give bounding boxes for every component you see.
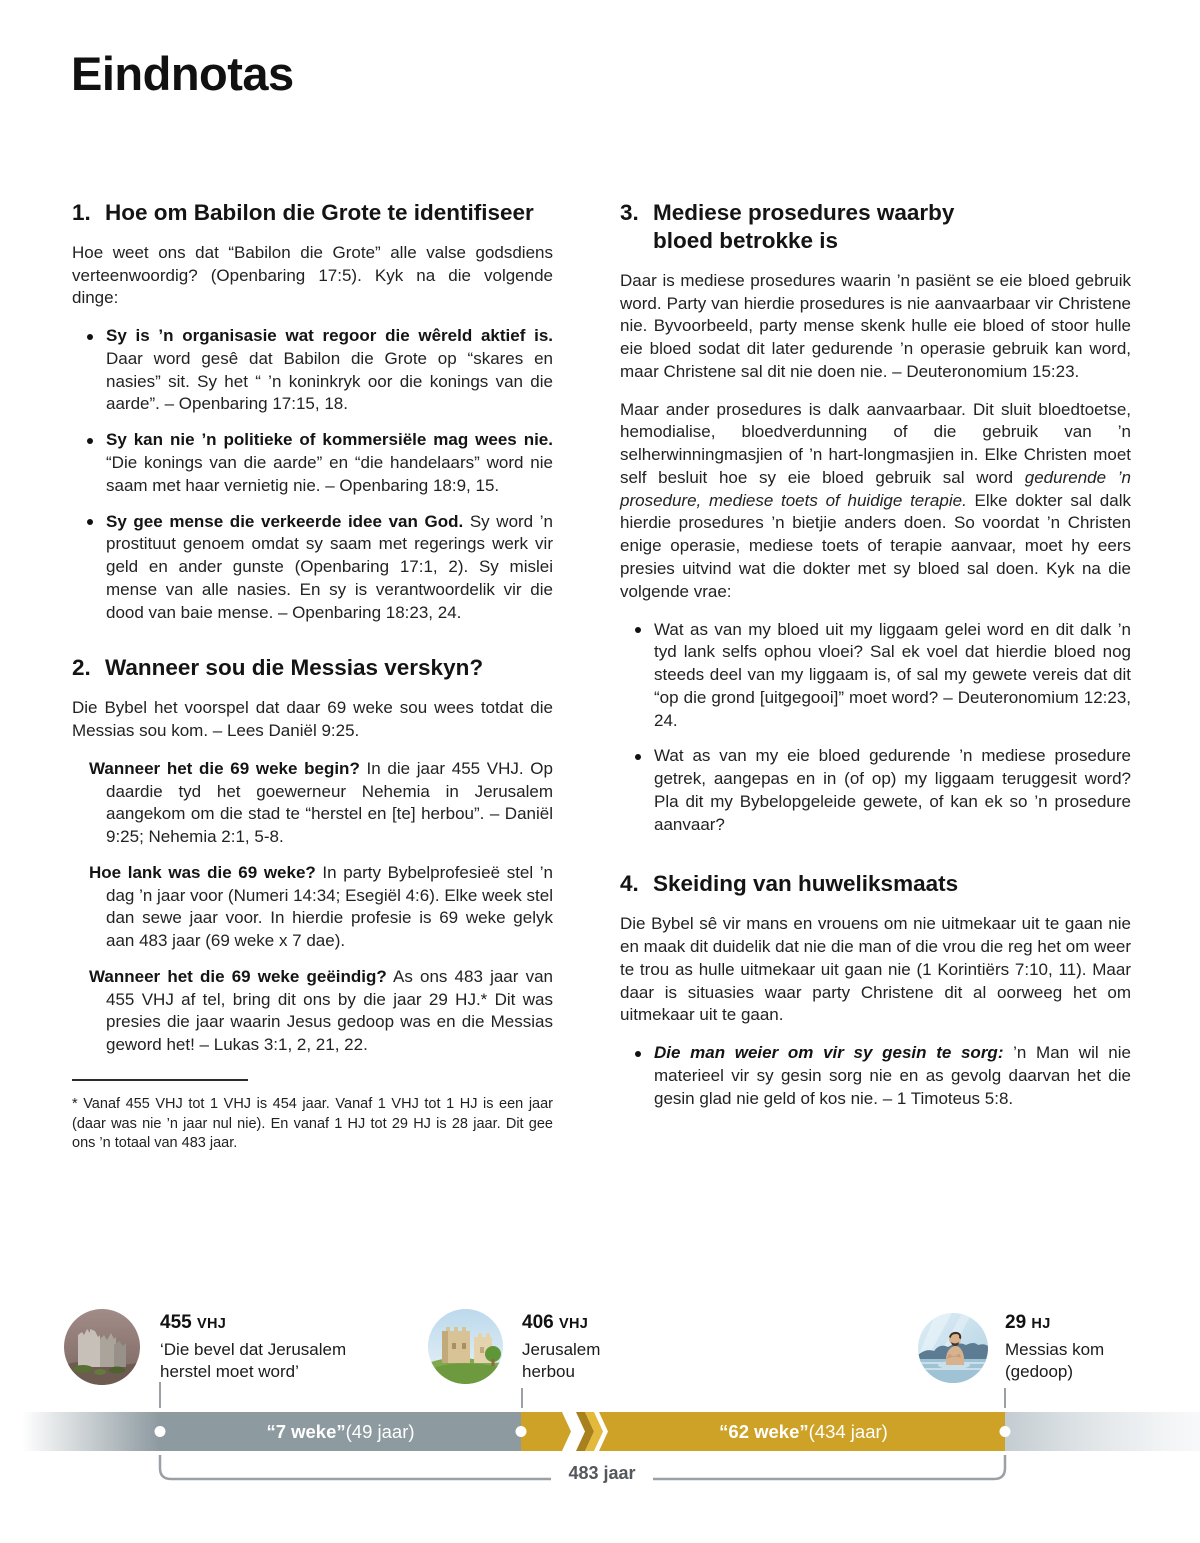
bullet-text: Sy word ’n prostituut genoem omdat sy saam met regerings werk vir geld en ander gunste (Openbaring 17:1, 2). Sy mislei mense van alle nasies. En sy is verantwoordelik vir die dood van baie mense. – Openbaring 18:23, 24. [106, 511, 553, 622]
question-paragraph [72, 758, 553, 849]
bullet-icon [635, 627, 641, 633]
bar-label-7-weeks: “7 weke” (49 jaar) [266, 1420, 415, 1442]
answer-text: As ons 483 jaar van 455 VHJ af tel, bring dit ons by die jaar 29 HJ.* Dit was presies die jaar waarin Jesus gedoop was en die Messias geword het! – Lukas 3:1, 2, 21, 22. [106, 966, 553, 1055]
question-lead: Wanneer het die 69 weke begin? [89, 758, 360, 778]
section-heading-text [653, 199, 954, 255]
bullet-text: “Die konings van die aarde” en “die handelaars” word nie saam met haar vernietig nie. – Openbaring 18:9, 15. [106, 453, 553, 495]
bullet-lead: Sy gee mense die verkeerde idee van God. [106, 511, 464, 531]
list-item [72, 429, 553, 497]
paragraph-text: Maar ander prosedures is dalk aanvaarbaar. Dit sluit bloedtoetse, hemodialise, bloedverdunning of die gebruik van ’n selherwinningmasjien of ’n hart-longmasjien in. Elke Christen moet self besluit hoe sy eie bloed gebruik sal word [620, 399, 1131, 487]
event-caption-line: (gedoop) [1005, 1362, 1074, 1382]
bullet-text: Wat as van my eie bloed gedurende ’n mediese prosedure getrek, aangepas en in (of op) my liggaam teruggesit word? Pla dit my Bybelopgeleide gewete, of kan ek so ’n prosedure aanvaar? [654, 746, 1131, 834]
event-year: 29 HJ [1005, 1312, 1051, 1333]
bullet-text: Daar word gesê dat Babilon die Grote op “skares en nasies” sit. Sy het “ ’n koninkryk oor die konings van die aarde”. – Openbaring 17:15, 18. [106, 348, 553, 414]
bullet-lead: Sy is ’n organisasie wat regoor die wêreld aktief is. [106, 326, 553, 346]
bullet-lead: Sy kan nie ’n politieke of kommersiële mag wees nie. [106, 430, 553, 450]
timeline-event-29 [1005, 1311, 1104, 1383]
heading-line: bloed betrokke is [653, 227, 839, 253]
bullet-text: ’n Man wil nie materieel vir sy gesin sorg nie en as gevolg daarvan het die gesin glad nie geld of kos nie. – 1 Timoteus 5:8. [654, 1043, 1131, 1108]
timeline-event-455 [160, 1311, 346, 1383]
question-lead: Wanneer het die 69 weke geëindig? [89, 966, 387, 986]
paragraph: Die Bybel sê vir mans en vrouens om nie uitmekaar uit te gaan nie en maak dit duidelik dat nie die man of die vrou die reg het om weer te trou as hulle uitmekaar uit gaan nie (1 Korintiërs 7:10, 11). Maar daar is situasies waar party Christene dit al oorweeg het om uitmekaar uit te gaan. [620, 914, 1131, 1025]
timeline-tick [521, 1388, 523, 1408]
section-heading-text: Wanneer sou die Messias verskyn? [105, 655, 484, 681]
bullet-icon [635, 1051, 641, 1057]
messiah-baptized-image [918, 1313, 988, 1388]
italic-text: gedurende ’n prosedure, mediese toets of huidige terapie. [620, 467, 1131, 510]
paragraph: Die Bybel het voorspel dat daar 69 weke sou wees totdat die Messias sou kom. – Lees Daniël 9:25. [72, 698, 553, 741]
timeline-tick [159, 1382, 161, 1408]
list-item [620, 745, 1131, 836]
section-heading-text: Hoe om Babilon die Grote te identifiseer [105, 200, 534, 225]
footnote: * Vanaf 455 VHJ tot 1 VHJ is 454 jaar. Vanaf 1 VHJ tot 1 HJ is een jaar (daar was nie ’n jaar nul nie). En vanaf 1 HJ tot 29 HJ is 28 jaar. Dit gee ons ’n totaal van 483 jaar. [72, 1096, 553, 1152]
event-caption-line: ‘Die bevel dat Jerusalem [160, 1340, 347, 1360]
bullet-icon [87, 334, 93, 340]
answer-text: In die jaar 455 VHJ. Op daardie tyd het goewerneur Nehemia in Jerusalem aangekom om die stad te “herstel en [te] herbou”. – Daniël 9:25; Nehemia 2:1, 5-8. [106, 758, 553, 847]
timeline-event-406 [522, 1311, 600, 1383]
event-year: 406 VHJ [522, 1312, 589, 1333]
bullet-list [620, 1042, 1131, 1110]
question-lead: Hoe lank was die 69 weke? [89, 862, 316, 882]
bar-lead-gradient [22, 1412, 160, 1451]
section-2-heading [72, 654, 553, 682]
heading-line: Mediese prosedures waarby [653, 200, 955, 225]
paragraph [620, 399, 1131, 604]
paragraph-text: Elke dokter sal dalk hierdie prosedures ’n bietjie anders doen. So voordat ’n Christen enige operasie, mediese toets of terapie aanvaar, moet hy eers presies uitvind wat die dokter met sy bloed sal doen. Kyk na die volgende vrae: [620, 490, 1131, 601]
list-item [72, 511, 553, 625]
question-paragraph [72, 862, 553, 953]
event-caption-line: herbou [522, 1362, 575, 1382]
section-number: 4. [620, 871, 639, 897]
jerusalem-ruins-image [64, 1309, 140, 1390]
right-column [620, 199, 1131, 1125]
timeline-tick [1004, 1388, 1006, 1408]
question-paragraph [72, 966, 553, 1057]
section-number: 1. [72, 200, 91, 225]
paragraph: Hoe weet ons dat “Babilon die Grote” alle valse godsdiens verteenwoordig? (Openbaring 17:5). Kyk na die volgende dinge: [72, 242, 553, 308]
event-caption-line: Jerusalem [522, 1340, 601, 1360]
event-caption-line: herstel moet word’ [160, 1362, 299, 1382]
bar-segment-gold-start [521, 1412, 571, 1451]
list-item [72, 325, 553, 416]
bullet-text: Wat as van my bloed uit my liggaam gelei word en dit dalk ’n tyd lank selfs ophou vloei? Sal ek voel dat hierdie bloed nog steeds deel van my liggaam is, of sal my gewete vereis dat dit “op die grond [uitgegooi]” moet word? – Deuteronomium 12:23, 24. [654, 619, 1131, 730]
page-title: Eindnotas [71, 47, 294, 100]
list-item [620, 619, 1131, 733]
bullet-icon [635, 754, 641, 760]
bar-tail-gradient [1005, 1412, 1200, 1451]
section-heading-text: Skeiding van huweliksmaats [653, 871, 959, 897]
bar-label-62-weeks: “62 weke” (434 jaar) [719, 1420, 888, 1442]
total-years-label: 483 jaar [568, 1463, 636, 1483]
footnote-divider [72, 1079, 248, 1081]
section-3-heading [620, 199, 1131, 255]
event-year: 455 VHJ [160, 1312, 227, 1333]
left-column [72, 199, 553, 1168]
section-number: 3. [620, 200, 639, 225]
list-item [620, 1042, 1131, 1110]
bullet-list [72, 325, 553, 624]
section-4-heading [620, 870, 1131, 898]
answer-text: In party Bybelprofesieë stel ’n dag ’n jaar voor (Numeri 14:34; Esegiël 4:6). Elke week stel dan sewe jaar voor. In hierdie profesie is 69 weke gelyk aan 483 jaar (69 weke x 7 dae). [106, 862, 553, 951]
bullet-icon [87, 438, 93, 444]
jerusalem-rebuilt-image [428, 1309, 503, 1389]
section-number: 2. [72, 655, 91, 681]
bullet-list [620, 619, 1131, 837]
event-caption-line: Messias kom [1005, 1340, 1105, 1360]
bullet-icon [87, 519, 93, 525]
bullet-lead: Die man weier om vir sy gesin te sorg: [654, 1043, 1004, 1063]
section-1-heading [72, 199, 553, 227]
paragraph: Daar is mediese prosedures waarin ’n pasiënt se eie bloed gebruik word. Party van hierdie prosedures is nie aanvaarbaar vir Christene nie. Byvoorbeeld, party mense skenk hulle eie bloed of stoor hulle eie bloed sodat dit later gedurende ’n operasie gebruik kan word, maar Christene sal dit nie doen nie. – Deuteronomium 15:23. [620, 270, 1131, 381]
